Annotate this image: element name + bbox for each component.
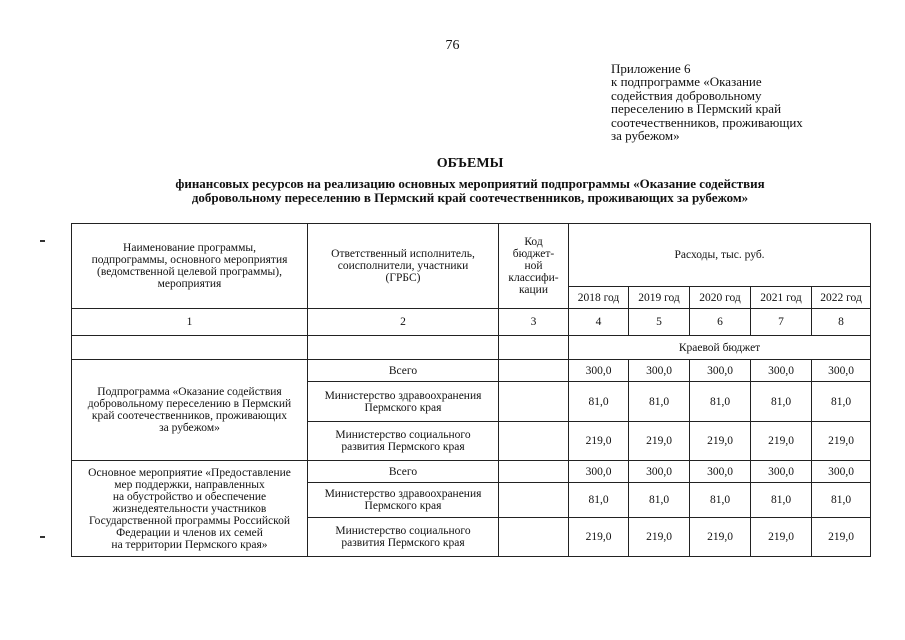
value-cell: 219,0 (690, 422, 751, 461)
program-name-line: жизнедеятельности участников (112, 502, 267, 515)
value-cell: 219,0 (812, 422, 871, 461)
value-cell: 300,0 (751, 360, 812, 382)
executor-line: Министерство здравоохранения (324, 389, 482, 402)
program-name-line: добровольному переселению в Пермский (87, 398, 292, 410)
header-name-line: (ведомственной целевой программы), (97, 266, 282, 278)
executor-cell (308, 483, 499, 518)
value-cell: 81,0 (690, 382, 751, 422)
header-code-line: кации (519, 284, 548, 296)
code-cell (499, 382, 569, 422)
executor-cell (308, 422, 499, 461)
program-name-line: на территории Пермского края» (111, 538, 268, 551)
column-number: 8 (812, 309, 871, 336)
code-cell (499, 360, 569, 382)
value-cell: 81,0 (751, 483, 812, 518)
value-cell: 81,0 (812, 483, 871, 518)
value-cell: 81,0 (629, 483, 690, 518)
program-name-line: Основное мероприятие «Предоставление (88, 466, 291, 479)
budget-row (72, 336, 871, 360)
column-number: 3 (499, 309, 569, 336)
value-cell: 81,0 (569, 382, 629, 422)
subtitle-line: добровольному переселению в Пермский край соотечественников, проживающих за рубежом» (191, 190, 749, 205)
value-cell: 81,0 (690, 483, 751, 518)
header-code-line: бюджет- (512, 248, 555, 260)
executor-line: Министерство социального (335, 525, 471, 537)
column-number: 5 (629, 309, 690, 336)
value-cell: 300,0 (690, 360, 751, 382)
header-executor-line: соисполнители, участники (337, 260, 469, 272)
code-cell (499, 518, 569, 557)
appendix-line: за рубежом» (611, 128, 680, 144)
value-cell: 300,0 (751, 461, 812, 483)
empty-cell (308, 336, 499, 360)
header-name (72, 224, 308, 309)
executor-cell (308, 461, 499, 483)
column-number: 1 (72, 309, 308, 336)
value-cell: 300,0 (629, 360, 690, 382)
executor-line: Министерство здравоохранения (324, 488, 482, 500)
program-name-line: за рубежом» (159, 422, 220, 434)
header-executor-line: Ответственный исполнитель, (331, 248, 475, 260)
header-executor (308, 224, 499, 309)
appendix-line: переселению в Пермский край (611, 101, 782, 117)
value-cell: 300,0 (812, 461, 871, 483)
program-name-line: Государственной программы Российской (88, 514, 291, 527)
executor-line: Министерство социального (335, 429, 471, 441)
empty-cell (72, 336, 308, 360)
budget-label: Краевой бюджет (569, 336, 871, 360)
value-cell: 300,0 (629, 461, 690, 483)
column-number: 4 (569, 309, 629, 336)
executor-line: Пермского края (364, 401, 442, 414)
year-2022: 2022 год (812, 287, 871, 309)
header-name-line: подпрограммы, основного мероприятия (91, 254, 288, 266)
appendix-line: содействия добровольному (611, 87, 762, 103)
subtitle-line: финансовых ресурсов на реализацию основных мероприятий подпрограммы «Оказание содействия (175, 176, 765, 191)
value-cell: 219,0 (751, 518, 812, 557)
year-2021: 2021 год (751, 287, 812, 309)
year-2019: 2019 год (629, 287, 690, 309)
header-code-line: Код (524, 236, 543, 248)
value-cell: 81,0 (629, 382, 690, 422)
value-cell: 219,0 (569, 518, 629, 557)
executor-line: развития Пермского края (341, 537, 465, 549)
program-name-line: мер поддержки, направленных (114, 478, 265, 491)
value-cell: 219,0 (812, 518, 871, 557)
executor-cell (308, 382, 499, 422)
year-2020: 2020 год (690, 287, 751, 309)
program-name-line: край соотечественников, проживающих (91, 410, 288, 422)
value-cell: 81,0 (812, 382, 871, 422)
executor-cell (308, 518, 499, 557)
table-row (72, 461, 871, 483)
header-name-line: мероприятия (157, 278, 222, 290)
document-subtitle (0, 177, 905, 205)
program-name-line: Подпрограмма «Оказание содействия (97, 386, 282, 398)
column-numbers-row (72, 309, 871, 336)
empty-cell (499, 336, 569, 360)
header-executor-line: (ГРБС) (385, 272, 421, 284)
scan-mark (40, 536, 45, 538)
value-cell: 300,0 (569, 360, 629, 382)
scan-mark (40, 240, 45, 242)
header-expenses: Расходы, тыс. руб. (569, 224, 871, 287)
executor-line: Всего (388, 364, 418, 377)
executor-line: Всего (388, 465, 418, 478)
header-name-line: Наименование программы, (123, 242, 256, 254)
program-name-line: Федерации и членов их семей (116, 526, 263, 539)
value-cell: 219,0 (690, 518, 751, 557)
appendix-note (611, 62, 803, 142)
value-cell: 81,0 (751, 382, 812, 422)
appendix-line: Приложение 6 (611, 61, 691, 76)
page-number: 76 (445, 38, 460, 53)
appendix-line: к подпрограмме «Оказание (611, 74, 762, 90)
code-cell (499, 422, 569, 461)
column-number: 7 (751, 309, 812, 336)
header-code (499, 224, 569, 309)
budget-table (71, 223, 871, 557)
program-name (72, 360, 308, 461)
header-code-line: ной (524, 260, 543, 272)
document-title: ОБЪЕМЫ (436, 156, 504, 171)
header-code-line: классифи- (508, 272, 559, 284)
table-row (72, 360, 871, 382)
value-cell: 219,0 (751, 422, 812, 461)
column-number: 2 (308, 309, 499, 336)
value-cell: 300,0 (812, 360, 871, 382)
executor-cell (308, 360, 499, 382)
code-cell (499, 461, 569, 483)
year-2018: 2018 год (569, 287, 629, 309)
executor-line: Пермского края (364, 500, 442, 512)
code-cell (499, 483, 569, 518)
value-cell: 300,0 (690, 461, 751, 483)
executor-line: развития Пермского края (341, 441, 465, 453)
program-name-line: на обустройство и обеспечение (112, 490, 267, 503)
program-name (72, 461, 308, 557)
value-cell: 81,0 (569, 483, 629, 518)
header-row (72, 224, 871, 287)
value-cell: 300,0 (569, 461, 629, 483)
column-number: 6 (690, 309, 751, 336)
value-cell: 219,0 (569, 422, 629, 461)
value-cell: 219,0 (629, 422, 690, 461)
value-cell: 219,0 (629, 518, 690, 557)
appendix-line: соотечественников, проживающих (611, 114, 803, 130)
